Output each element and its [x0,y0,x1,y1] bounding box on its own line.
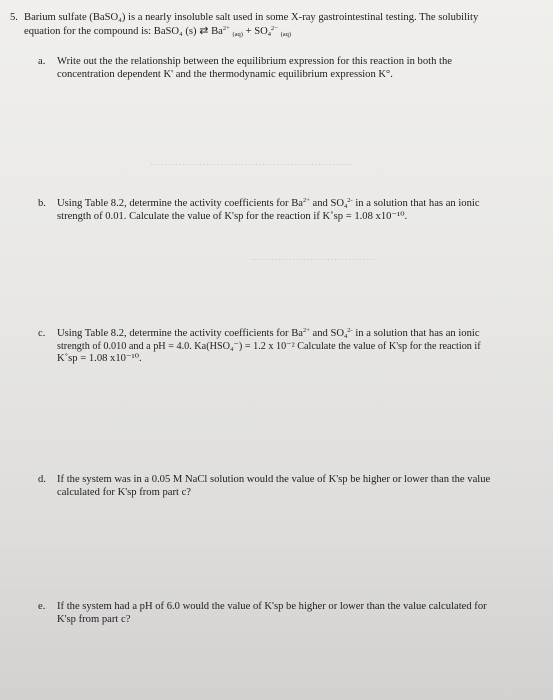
part-e-label: e. [38,601,46,612]
part-b-line1-text: Using Table 8.2, determine the activity coefficients for Ba [57,198,303,209]
sulfate-subscript: 4 [344,203,348,210]
sulfate-subscript: 4 [267,30,272,38]
part-e-line2: K'sp from part c? [57,613,131,625]
equation-sulfate: + SO [242,25,268,37]
part-b [38,198,548,223]
solubility-equation [24,25,548,39]
part-b-line1-tail: in a solution that has an ionic [352,198,480,209]
part-d-line2: calculated for K'sp from part c? [57,486,191,498]
problem-5-statement [10,12,548,38]
equation-prefix: equation for the compound is: BaSO₄ (s) [24,25,197,37]
bleed-through-text: ​·························································· [150,160,353,171]
bleed-through-text: ···································· [250,255,376,266]
part-c-label: c. [38,328,46,339]
sulfate-state: (aq) [280,30,292,38]
part-c-line1-tail: in a solution that has an ionic [352,328,480,339]
part-c-line1-sulfate: and SO [309,328,345,339]
part-d-label: d. [38,474,46,485]
sulfate-subscript: 4 [344,333,348,340]
sulfate-charge: 2− [271,24,278,32]
part-b-line2: strength of 0.01. Calculate the value of K'sp for the reaction if K˚sp = 1.08 x10⁻¹⁰. [57,210,408,222]
part-e [38,601,550,626]
part-a-label: a. [38,56,46,67]
barium-charge: 2+ [222,24,230,32]
part-c-line3: K˚sp = 1.08 x10⁻¹⁰. [57,353,142,365]
part-b-label: b. [38,198,46,209]
sulfate-charge: 2- [347,197,353,204]
barium-state: (aq) [232,30,243,38]
barium-charge: 2+ [302,197,310,204]
barium-charge: 2+ [302,327,310,334]
part-c-line1-text: Using Table 8.2, determine the activity coefficients for Ba [57,328,303,339]
problem-intro-line1: Barium sulfate (BaSO₄) is a nearly insoluble salt used in some X-ray gastrointestinal testing. The solubility [24,12,479,23]
part-b-line1-sulfate: and SO [309,198,345,209]
part-c [38,328,553,366]
part-c-line2: strength of 0.010 and a pH = 4.0. Ka(HSO₄⁻) = 1.2 x 10⁻² Calculate the value of K'sp for the reaction if [57,340,481,352]
part-a [38,56,548,81]
equilibrium-arrow-icon: ⇄ [199,23,209,37]
part-d-line1: If the system was in a 0.05 M NaCl solution would the value of K'sp be higher or lower than the value [57,474,491,485]
part-e-line1: If the system had a pH of 6.0 would the value of K'sp be higher or lower than the value calculated for [57,601,487,612]
sulfate-charge: 2- [347,327,353,334]
part-b-line1 [57,198,548,211]
part-c-line1 [57,328,553,341]
part-d [38,474,550,499]
equation-barium: Ba [211,25,223,37]
part-a-line1: Write out the the relationship between the equilibrium expression for this reaction in both the [57,56,452,67]
problem-number: 5. [10,12,18,23]
part-a-line2: concentration dependent K' and the thermodynamic equilibrium expression K°. [57,68,393,80]
